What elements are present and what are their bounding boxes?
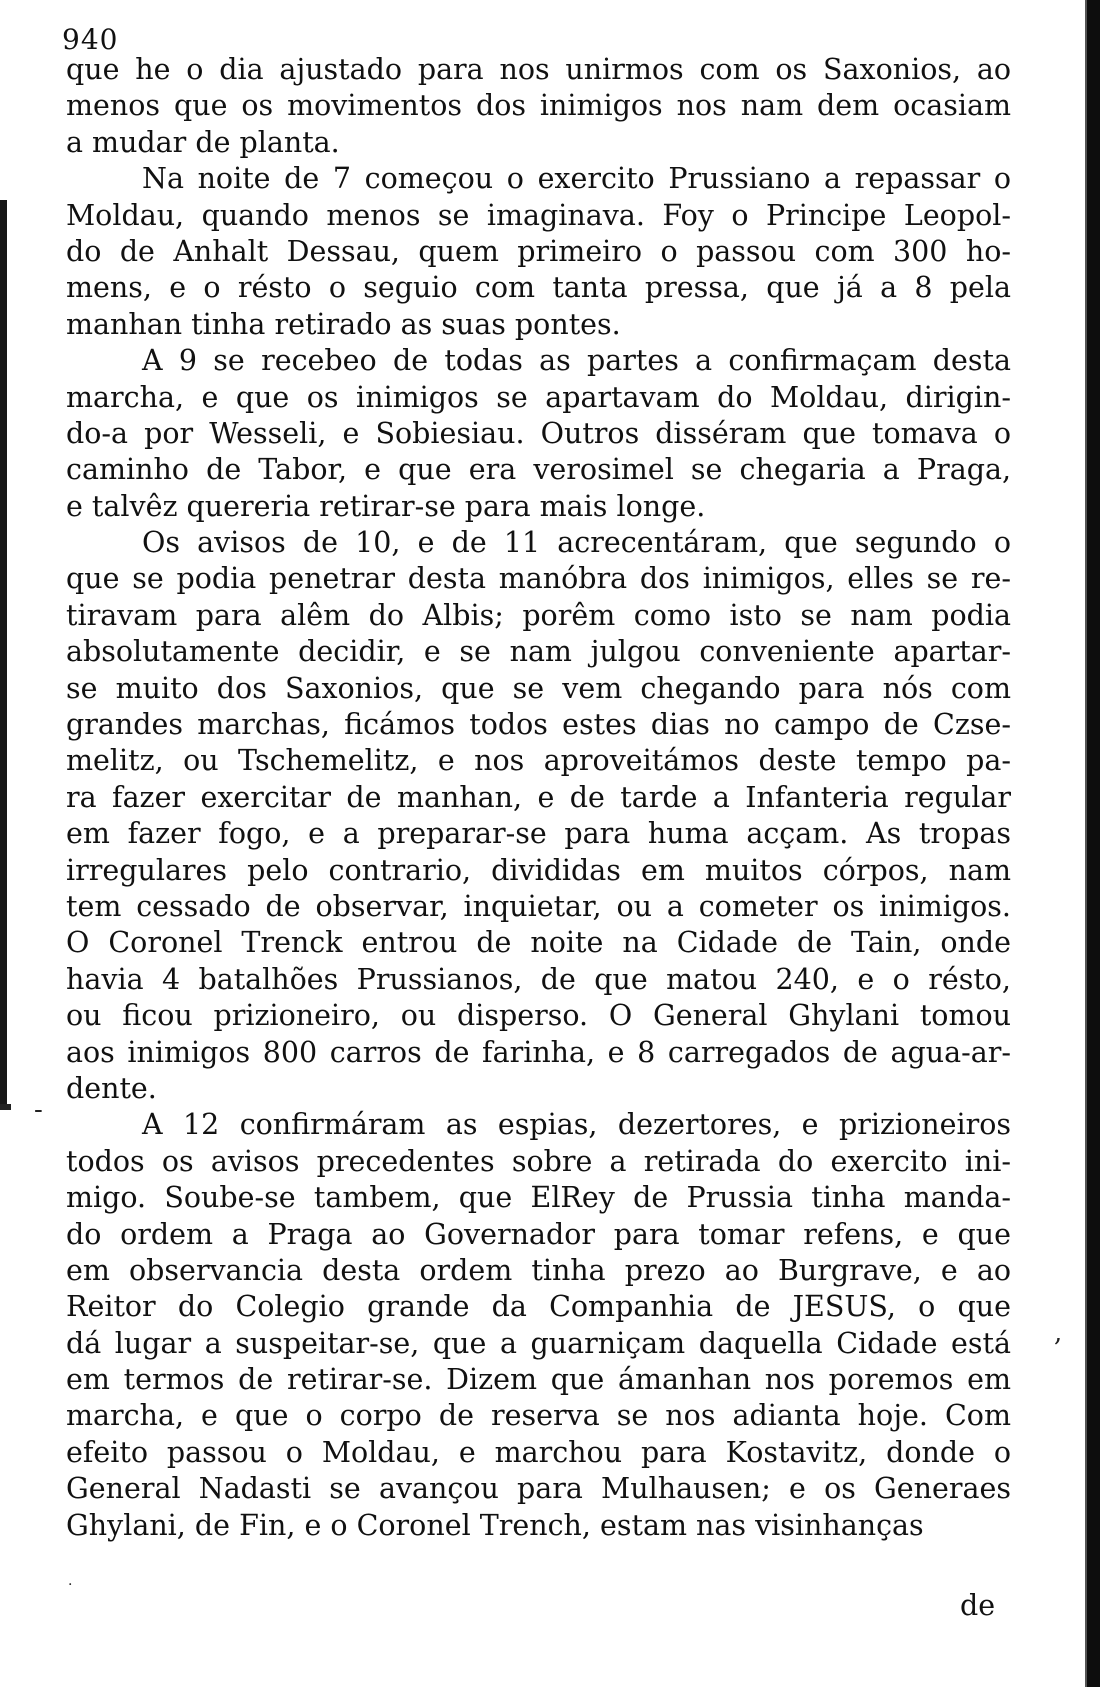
text-line: em termos de retirar-se. Dizem que ámanhan nos poremos em [66, 1363, 1011, 1397]
paragraph [66, 343, 1011, 525]
page-edge-shadow-right [1087, 0, 1100, 1687]
text-line: menos que os movimentos dos inimigos nos nam dem ocasiam [66, 89, 1011, 123]
text-line: mens, e o résto o seguio com tanta pressa, que já a 8 pela [66, 271, 1011, 305]
text-line: do-a por Wesseli, e Sobiesiau. Outros disséram que tomava o [66, 416, 1011, 450]
text-line: Reitor do Colegio grande da Companhia de JESUS, o que [66, 1290, 1011, 1324]
text-line: migo. Soube-se tambem, que ElRey de Prussia tinha manda- [66, 1181, 1011, 1215]
text-line: havia 4 batalhões Prussianos, de que matou 240, e o résto, [66, 962, 1011, 996]
text-line: caminho de Tabor, e que era verosimel se chegaria a Praga, [66, 453, 1011, 487]
text-line: em observancia desta ordem tinha prezo ao Burgrave, e ao [66, 1253, 1011, 1287]
text-line: General Nadasti se avançou para Mulhausen; e os Generaes [66, 1472, 1011, 1506]
text-line: que he o dia ajustado para nos unirmos com os Saxonios, ao [66, 53, 1011, 86]
body-text [66, 52, 1011, 1544]
text-line: dá lugar a suspeitar-se, que a guarniçam daquella Cidade está [66, 1326, 1011, 1360]
text-line: Os avisos de 10, e de 11 acrecentáram, que segundo o [142, 526, 1011, 560]
text-line: A 12 confirmáram as espias, dezertores, e prizioneiros [142, 1108, 1011, 1142]
text-line: marcha, e que os inimigos se apartavam do Moldau, dirigin- [66, 380, 1011, 414]
text-line: e talvêz quereria retirar-se para mais longe. [66, 489, 706, 523]
text-line: dente. [66, 1071, 157, 1105]
catchword: de [960, 1589, 996, 1622]
paragraph [66, 52, 1011, 161]
text-line: Ghylani, de Fin, e o Coronel Trench, estam nas visinhanças [66, 1508, 924, 1542]
text-line: aos inimigos 800 carros de farinha, e 8 carregados de agua-ar- [66, 1035, 1011, 1069]
text-line: melitz, ou Tschemelitz, e nos aproveitámos deste tempo pa- [66, 744, 1011, 778]
text-line: tem cessado de observar, inquietar, ou a cometer os inimigos. [66, 889, 1011, 923]
text-line: manhan tinha retirado as suas pontes. [66, 307, 621, 341]
text-line: tiravam para alêm do Albis; porêm como isto se nam podia [66, 598, 1011, 632]
text-line: ou ficou prizioneiro, ou disperso. O General Ghylani tomou [66, 999, 1011, 1033]
text-line: em fazer fogo, e a preparar-se para huma acçam. As tropas [66, 817, 1011, 851]
text-line: a mudar de planta. [66, 125, 340, 159]
margin-mark-dot: · [68, 1577, 73, 1593]
text-line: Na noite de 7 começou o exercito Prussiano a repassar o [142, 162, 1011, 196]
text-line: que se podia penetrar desta manóbra dos inimigos, elles se re- [66, 562, 1011, 596]
text-line: irregulares pelo contrario, divididas em muitos córpos, nam [66, 853, 1011, 887]
text-line: O Coronel Trenck entrou de noite na Cidade de Tain, onde [66, 926, 1011, 960]
text-line: absolutamente decidir, e se nam julgou conveniente apartar- [66, 635, 1011, 669]
text-line: efeito passou o Moldau, e marchou para Kostavitz, donde o [66, 1435, 1011, 1469]
text-line: se muito dos Saxonios, que se vem chegando para nós com [66, 671, 1011, 705]
text-line: do de Anhalt Dessau, quem primeiro o passou com 300 ho- [66, 234, 1011, 268]
page-edge-shadow-left [0, 200, 7, 1105]
page-number: 940 [62, 23, 119, 56]
text-line: A 9 se recebeo de todas as partes a confirmaçam desta [142, 344, 1011, 378]
margin-mark-comma: , [1054, 1318, 1063, 1348]
margin-mark-dash: - [34, 1095, 43, 1125]
text-line: Moldau, quando menos se imaginava. Foy o Principe Leopol- [66, 198, 1011, 232]
text-line: todos os avisos precedentes sobre a retirada do exercito ini- [66, 1144, 1011, 1178]
paragraph [66, 525, 1011, 1107]
text-line: do ordem a Praga ao Governador para tomar refens, e que [66, 1217, 1011, 1251]
paragraph [66, 1107, 1011, 1544]
paragraph [66, 161, 1011, 343]
text-line: marcha, e que o corpo de reserva se nos adianta hoje. Com [66, 1399, 1011, 1433]
page-edge-tick-left [0, 1104, 11, 1110]
text-line: ra fazer exercitar de manhan, e de tarde a Infanteria regular [66, 780, 1011, 814]
text-line: grandes marchas, ficámos todos estes dias no campo de Czse- [66, 708, 1011, 742]
